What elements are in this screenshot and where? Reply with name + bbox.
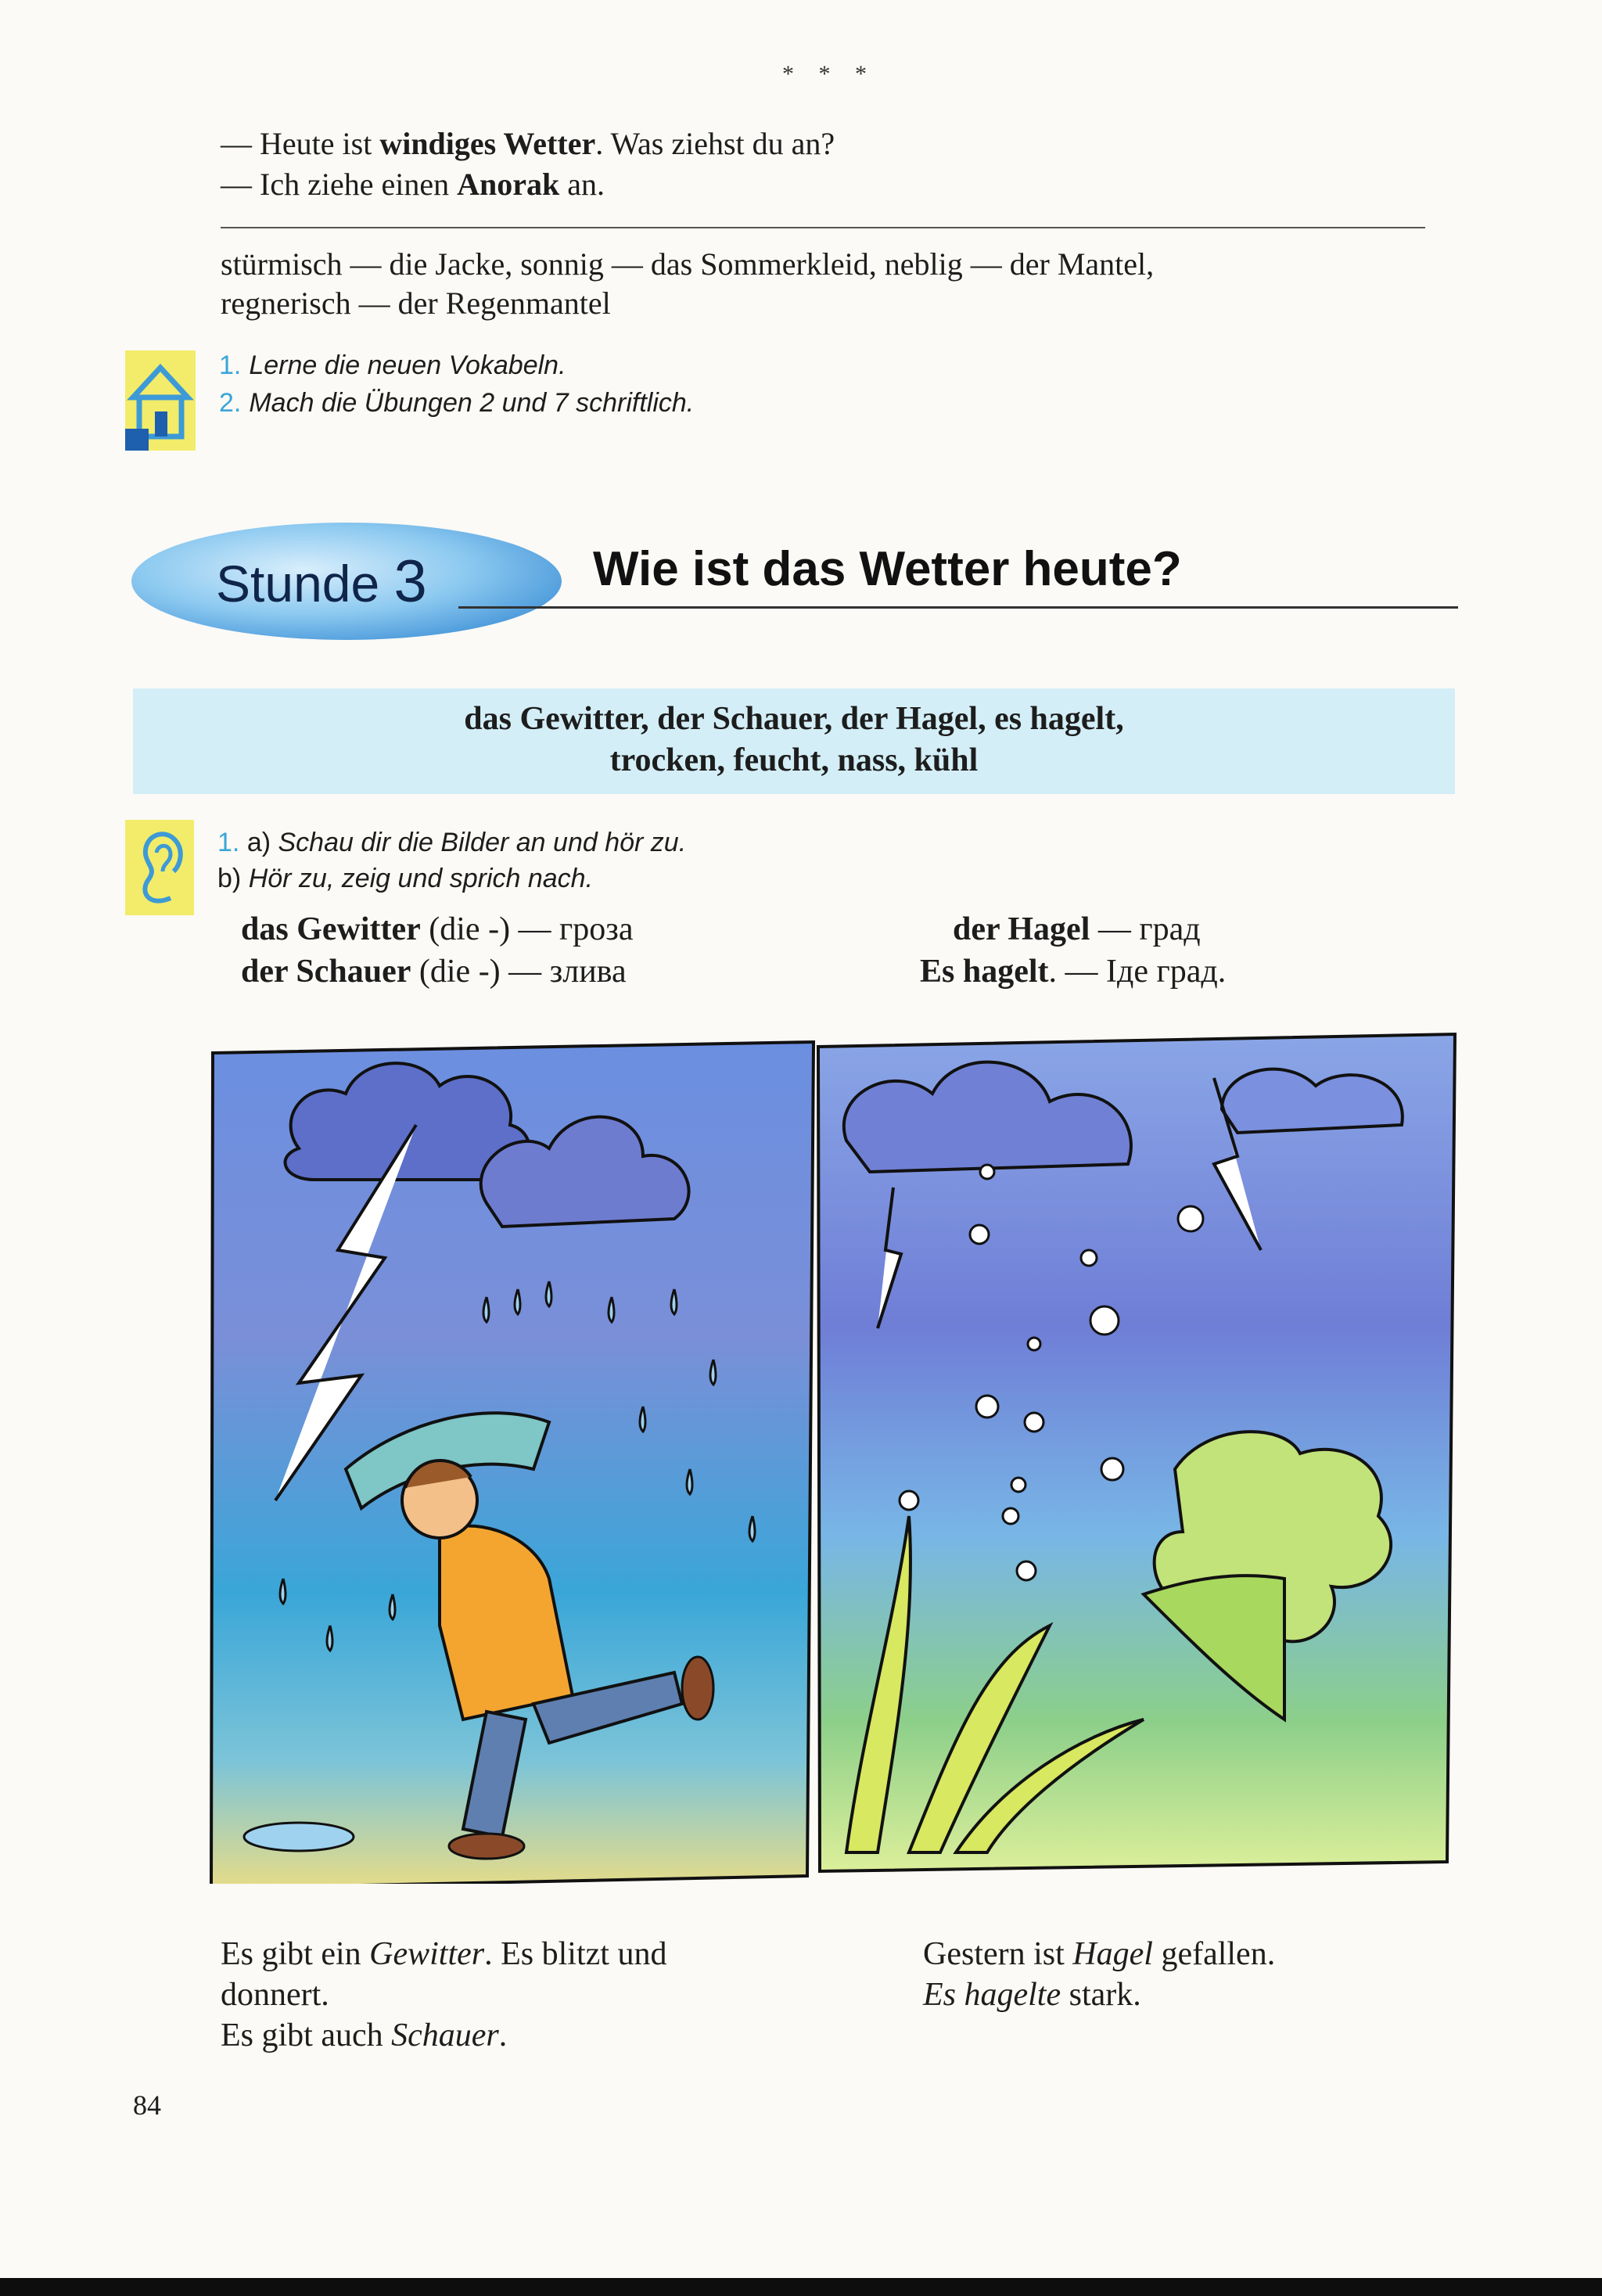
dialog-bold: Anorak	[457, 167, 560, 202]
weather-illustrations	[205, 1031, 1463, 1884]
dialog-text: — Heute ist	[221, 126, 380, 161]
dialog-text: . Was ziehst du an?	[595, 126, 835, 161]
dialog-text: an.	[559, 167, 605, 202]
caption-text: Gestern ist	[923, 1936, 1073, 1972]
substitution-line-1: stürmisch — die Jacke, sonnig — das Sommerkleid, neblig — der Mantel,	[221, 246, 1155, 282]
dialog-text: — Ich ziehe einen	[221, 167, 458, 202]
caption-left-line-2: donnert.	[221, 1977, 329, 2013]
scan-edge	[0, 2278, 1602, 2296]
vocab-pair-hagel	[953, 911, 1201, 948]
dialog-line-1	[221, 124, 835, 164]
lesson-number: 3	[393, 548, 427, 615]
vocab-word: der Hagel	[953, 911, 1090, 947]
caption-text: Es gibt ein	[221, 1936, 370, 1972]
substitution-line-2: regnerisch — der Regenmantel	[221, 286, 611, 321]
caption-text: Es gibt auch	[221, 2018, 392, 2053]
vocab-translation: (die -) — злива	[411, 954, 627, 990]
caption-right-line-1	[923, 1934, 1275, 1974]
caption-text: .	[498, 2018, 508, 2053]
caption-italic: Schauer	[391, 2018, 499, 2053]
vocab-word: das Gewitter	[241, 911, 421, 947]
caption-text: . Es blitzt und	[484, 1936, 667, 1972]
caption-left-line-1	[221, 1934, 666, 1974]
listen-ear-icon	[125, 820, 194, 915]
caption-text: gefallen.	[1152, 1936, 1276, 1972]
caption-italic: Hagel	[1072, 1936, 1153, 1972]
homework-item-2	[219, 388, 694, 419]
exercise-a	[217, 828, 686, 858]
dialog-bold: windiges Wetter	[379, 126, 596, 161]
exercise-letter: b)	[217, 864, 242, 893]
exercise-number: 1.	[217, 828, 240, 857]
homework-house-icon	[125, 350, 196, 451]
dialog-line-2	[221, 164, 605, 205]
vocab-translation: — град	[1090, 911, 1201, 947]
vocabulary-line-1: das Gewitter, der Schauer, der Hagel, es hagelt,	[464, 701, 1124, 737]
vocab-word: Es hagelt	[920, 954, 1049, 990]
vocab-pair-schauer	[241, 953, 627, 990]
exercise-letter: a)	[246, 828, 271, 857]
lesson-number-label	[216, 548, 427, 616]
homework-text: Lerne die neuen Vokabeln.	[249, 350, 566, 380]
thunderstorm-illustration	[211, 1042, 814, 1884]
caption-italic: Es hagelte	[923, 1977, 1061, 2013]
exercise-text: Hör zu, zeig und sprich nach.	[248, 864, 594, 893]
page-title: Wie ist das Wetter heute?	[593, 542, 1182, 596]
hail-illustration	[818, 1034, 1455, 1871]
vocab-pair-gewitter	[241, 911, 634, 948]
vocab-word: der Schauer	[241, 954, 411, 990]
title-underline	[458, 606, 1458, 609]
homework-item-1	[219, 350, 566, 381]
homework-number: 1.	[219, 350, 242, 380]
caption-left-line-3	[221, 2015, 507, 2056]
vocab-translation: . — Іде град.	[1048, 954, 1227, 990]
vocab-translation: (die -) — гроза	[420, 911, 634, 947]
exercise-b	[217, 864, 593, 894]
divider	[221, 227, 1425, 228]
vocab-pair-es-hagelt	[920, 953, 1226, 990]
homework-number: 2.	[219, 388, 242, 418]
homework-text: Mach die Übungen 2 und 7 schriftlich.	[249, 388, 695, 418]
exercise-text: Schau dir die Bilder an und hör zu.	[278, 828, 687, 857]
caption-italic: Gewitter	[369, 1936, 485, 1972]
lesson-word: Stunde	[216, 555, 380, 613]
page-number: 84	[133, 2089, 161, 2121]
caption-text: stark.	[1061, 1977, 1141, 2013]
vocabulary-line-2: trocken, feucht, nass, kühl	[609, 742, 979, 778]
caption-right-line-2	[923, 1974, 1141, 2015]
section-separator: * * *	[782, 61, 876, 87]
